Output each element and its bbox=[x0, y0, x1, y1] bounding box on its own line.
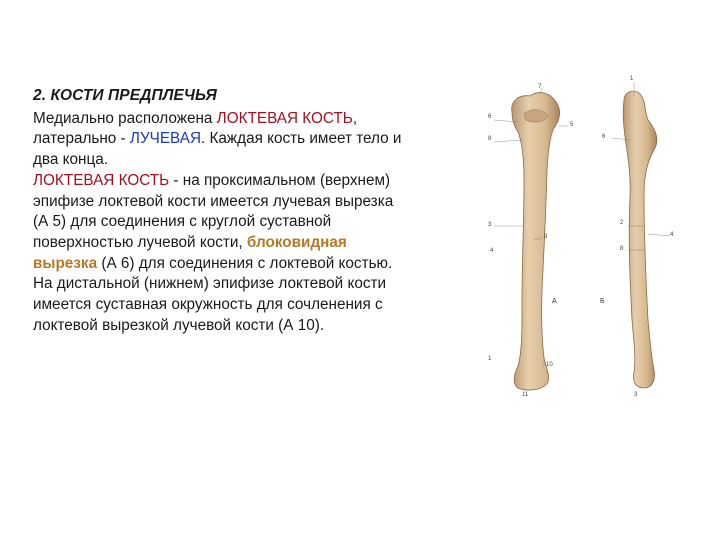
label-10: 10 bbox=[546, 362, 553, 368]
paragraph1-line3: два конца. bbox=[33, 151, 108, 169]
slide-heading: 2. КОСТИ ПРЕДПЛЕЧЬЯ bbox=[33, 87, 217, 104]
paragraph1-line2 bbox=[33, 129, 483, 150]
label-b3: 3 bbox=[634, 392, 638, 398]
term-radius: ЛУЧЕВАЯ bbox=[129, 130, 202, 148]
paragraph1-line1 bbox=[33, 109, 483, 130]
caption-b: Б bbox=[600, 298, 605, 305]
label-8: 8 bbox=[488, 136, 492, 142]
text: Медиально расположена bbox=[33, 109, 217, 127]
bone-illustration bbox=[484, 70, 684, 410]
paragraph2-line8: локтевой вырезкой лучевой кости (А 10). bbox=[33, 316, 325, 334]
ulna-bone-view-a bbox=[512, 93, 560, 390]
paragraph2-line5 bbox=[33, 254, 483, 275]
label-7: 7 bbox=[538, 84, 542, 90]
text: латерально - bbox=[33, 130, 130, 148]
label-b2: 2 bbox=[620, 220, 624, 226]
label-b4: 4 bbox=[670, 232, 674, 238]
term-trochlear-notch: блоковидная bbox=[246, 233, 347, 251]
paragraph2-line1 bbox=[33, 171, 483, 192]
ulna-bone-view-b bbox=[623, 91, 657, 388]
text: , bbox=[352, 109, 358, 127]
term-trochlear-notch: вырезка bbox=[33, 254, 98, 272]
label-1: 1 bbox=[488, 356, 492, 362]
term-ulna: ЛОКТЕВАЯ КОСТЬ bbox=[216, 109, 353, 127]
caption-a: А bbox=[552, 298, 557, 305]
label-b6: 6 bbox=[602, 134, 606, 140]
text-block bbox=[33, 86, 483, 336]
forearm-bones-figure bbox=[484, 70, 684, 410]
paragraph2-line3: (А 5) для соединения с круглой суставной bbox=[33, 213, 332, 231]
label-9: 9 bbox=[544, 234, 548, 240]
label-b1: 1 bbox=[630, 76, 634, 82]
label-11: 11 bbox=[522, 392, 529, 398]
label-5: 5 bbox=[570, 122, 574, 128]
label-6: 6 bbox=[488, 114, 492, 120]
label-b8: 8 bbox=[620, 246, 624, 252]
text: (А 6) для соединения с локтевой костью. bbox=[97, 254, 393, 272]
text: . Каждая кость имеет тело и bbox=[201, 130, 402, 148]
label-4: 4 bbox=[490, 248, 494, 254]
paragraph2-line4 bbox=[33, 233, 483, 254]
paragraph2-line2: эпифизе локтевой кости имеется лучевая вырезка bbox=[33, 192, 394, 210]
text: поверхностью лучевой кости, bbox=[33, 233, 247, 251]
text: - на проксимальном (верхнем) bbox=[169, 171, 391, 189]
paragraph2-line6: На дистальной (нижнем) эпифизе локтевой кости bbox=[33, 275, 387, 293]
label-3: 3 bbox=[488, 222, 492, 228]
term-ulna: ЛОКТЕВАЯ КОСТЬ bbox=[33, 171, 170, 189]
paragraph2-line7: имеется суставная окружность для сочленения с bbox=[33, 296, 383, 314]
